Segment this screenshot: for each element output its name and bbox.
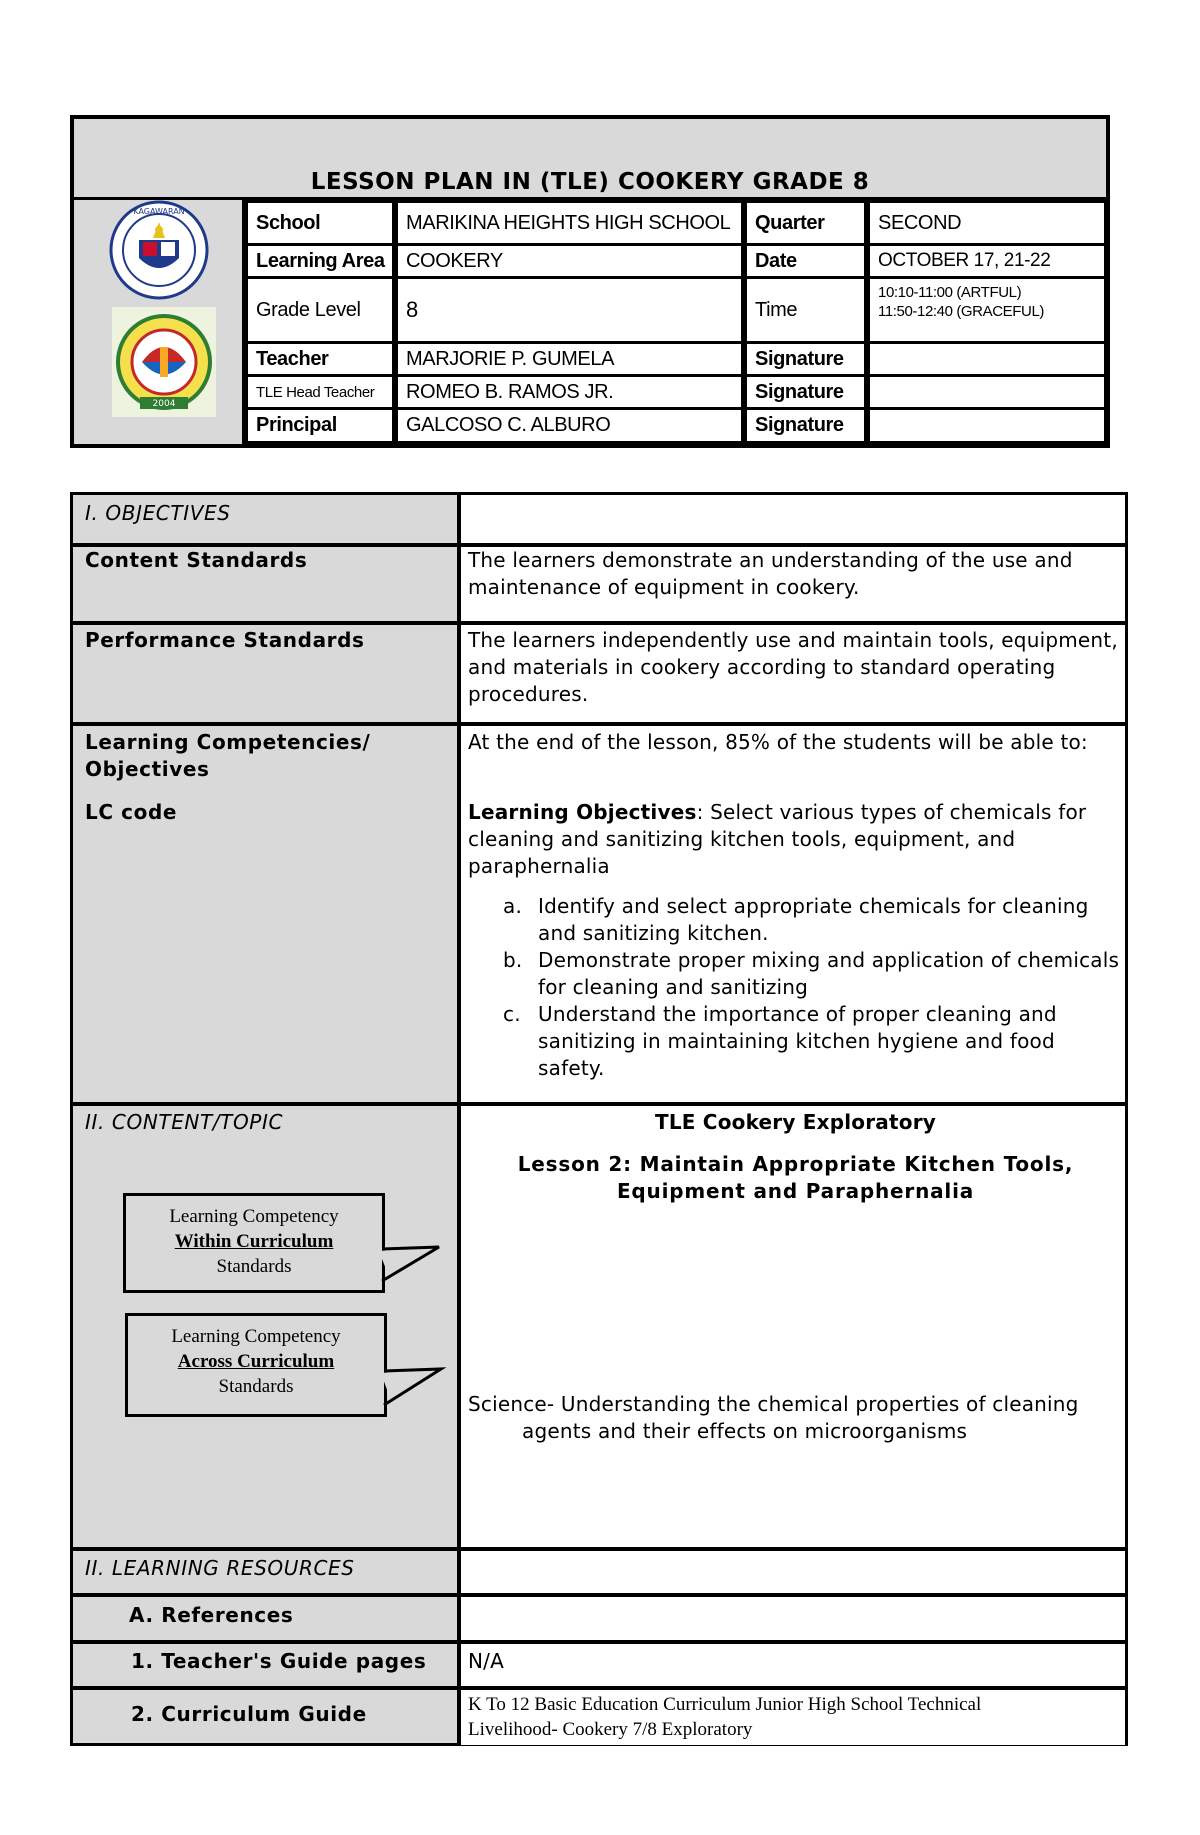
- row-divider: [73, 722, 1125, 726]
- across-curriculum-callout: [125, 1313, 387, 1417]
- row-divider: [73, 1640, 1125, 1644]
- callout-pointer-icon: [381, 1365, 451, 1411]
- curriculum-guide-value: [468, 1692, 1123, 1742]
- principal-label: Principal: [245, 407, 395, 444]
- objectives-list: [468, 893, 1123, 1082]
- list-item: [468, 893, 1123, 947]
- time-label: Time: [744, 276, 867, 344]
- list-item-text: Understand the importance of proper cleaning and sanitizing in maintaining kitchen hygiene and food safety.: [538, 1002, 1057, 1080]
- teachers-guide-value: N/A: [468, 1649, 504, 1673]
- objectives-heading: I. OBJECTIVES: [85, 501, 231, 525]
- quarter-value: SECOND: [867, 200, 1107, 246]
- school-value: MARIKINA HEIGHTS HIGH SCHOOL: [395, 200, 744, 246]
- performance-standards-text: The learners independently use and maintain tools, equipment, and materials in cookery according to standard operating procedures.: [468, 628, 1118, 706]
- objectives-intro: At the end of the lesson, 85% of the students will be able to:: [468, 730, 1088, 754]
- list-item-text: Identify and select appropriate chemicals for cleaning and sanitizing kitchen.: [538, 894, 1089, 945]
- row-divider: [73, 1547, 1125, 1551]
- teacher-label: Teacher: [245, 341, 395, 377]
- list-item: [468, 1001, 1123, 1082]
- principal-signature-value[interactable]: [867, 407, 1107, 444]
- callout-line: Learning Competency: [169, 1206, 339, 1227]
- content-standards-label: Content Standards: [85, 548, 308, 572]
- callout-line: Standards: [218, 1376, 294, 1397]
- science-text-continued: agents and their effects on microorganisms: [522, 1419, 968, 1443]
- row-divider: [73, 621, 1125, 625]
- curriculum-guide-label: 2. Curriculum Guide: [131, 1702, 367, 1726]
- resources-heading: II. LEARNING RESOURCES: [85, 1556, 355, 1580]
- page-title: LESSON PLAN IN (TLE) COOKERY GRADE 8: [310, 169, 870, 195]
- list-item-text: Demonstrate proper mixing and application of chemicals for cleaning and sanitizing: [538, 948, 1120, 999]
- head-teacher-signature-label: Signature: [744, 374, 867, 410]
- date-value: OCTOBER 17, 21-22: [867, 243, 1107, 279]
- time-slot-artful: 10:10-11:00 (ARTFUL): [878, 284, 1022, 301]
- performance-standards-label: Performance Standards: [85, 628, 365, 652]
- list-marker: a.: [503, 894, 523, 918]
- content-heading: II. CONTENT/TOPIC: [85, 1110, 284, 1134]
- row-divider: [73, 1593, 1125, 1597]
- date-label: Date: [744, 243, 867, 279]
- callout-line: Standards: [216, 1256, 292, 1277]
- topic-title: TLE Cookery Exploratory: [655, 1110, 936, 1134]
- learning-objectives-body: : Select various types of chemicals for cleaning and sanitizing kitchen tools, equipment, and paraphernalia: [468, 800, 1087, 878]
- objectives-value-cell: [461, 495, 1125, 543]
- school-label: School: [245, 200, 395, 246]
- logo-column: [74, 200, 242, 444]
- list-item: [468, 947, 1123, 1001]
- teacher-value: MARJORIE P. GUMELA: [395, 341, 744, 377]
- lc-code-label: LC code: [85, 800, 178, 824]
- callout-pointer-icon: [379, 1243, 449, 1287]
- head-teacher-value: ROMEO B. RAMOS JR.: [395, 374, 744, 410]
- teacher-signature-label: Signature: [744, 341, 867, 377]
- time-slot-graceful: 11:50-12:40 (GRACEFUL): [878, 303, 1044, 320]
- time-value: [867, 276, 1107, 344]
- science-integration: [468, 1391, 1123, 1445]
- head-teacher-label: TLE Head Teacher: [245, 374, 395, 410]
- school-seal-logo: [112, 307, 216, 417]
- science-text: Understanding the chemical properties of cleaning: [554, 1392, 1079, 1416]
- learning-objectives-label: Learning Objectives: [468, 800, 697, 824]
- principal-signature-label: Signature: [744, 407, 867, 444]
- row-divider: [73, 1686, 1125, 1690]
- content-standards-text: The learners demonstrate an understanding of the use and maintenance of equipment in cookery.: [468, 548, 1073, 599]
- learning-objectives-text: [468, 799, 1123, 880]
- within-curriculum-callout: [123, 1193, 385, 1293]
- competencies-label: Learning Competencies/ Objectives: [85, 730, 371, 781]
- grade-level-value: 8: [395, 276, 744, 344]
- callout-line: Learning Competency: [171, 1326, 341, 1347]
- deped-seal-logo: [109, 200, 209, 300]
- grade-level-label: Grade Level: [245, 276, 395, 344]
- learning-area-label: Learning Area: [245, 243, 395, 279]
- callout-emphasis: Across Curriculum: [177, 1351, 335, 1372]
- principal-value: GALCOSO C. ALBURO: [395, 407, 744, 444]
- list-marker: c.: [503, 1002, 521, 1026]
- quarter-label: Quarter: [744, 200, 867, 246]
- teacher-signature-value[interactable]: [867, 341, 1107, 377]
- header-info-grid: [242, 200, 1110, 444]
- svg-text:KAGAWARAN: KAGAWARAN: [133, 207, 185, 216]
- callout-emphasis: Within Curriculum: [174, 1231, 334, 1252]
- row-divider: [73, 1102, 1125, 1106]
- curriculum-guide-line: Livelihood- Cookery 7/8 Exploratory: [468, 1719, 753, 1740]
- learning-area-value: COOKERY: [395, 243, 744, 279]
- curriculum-guide-line: K To 12 Basic Education Curriculum Junior High School Technical: [468, 1694, 982, 1715]
- references-label: A. References: [129, 1603, 294, 1627]
- lesson-title: Lesson 2: Maintain Appropriate Kitchen Tools, Equipment and Paraphernalia: [517, 1152, 1074, 1203]
- lesson-plan-table: [70, 492, 1128, 1746]
- svg-text:2004: 2004: [152, 399, 176, 409]
- lesson-plan-header: [70, 115, 1110, 448]
- science-label: Science-: [468, 1392, 555, 1416]
- list-marker: b.: [503, 948, 523, 972]
- head-teacher-signature-value[interactable]: [867, 374, 1107, 410]
- teachers-guide-label: 1. Teacher's Guide pages: [131, 1649, 427, 1673]
